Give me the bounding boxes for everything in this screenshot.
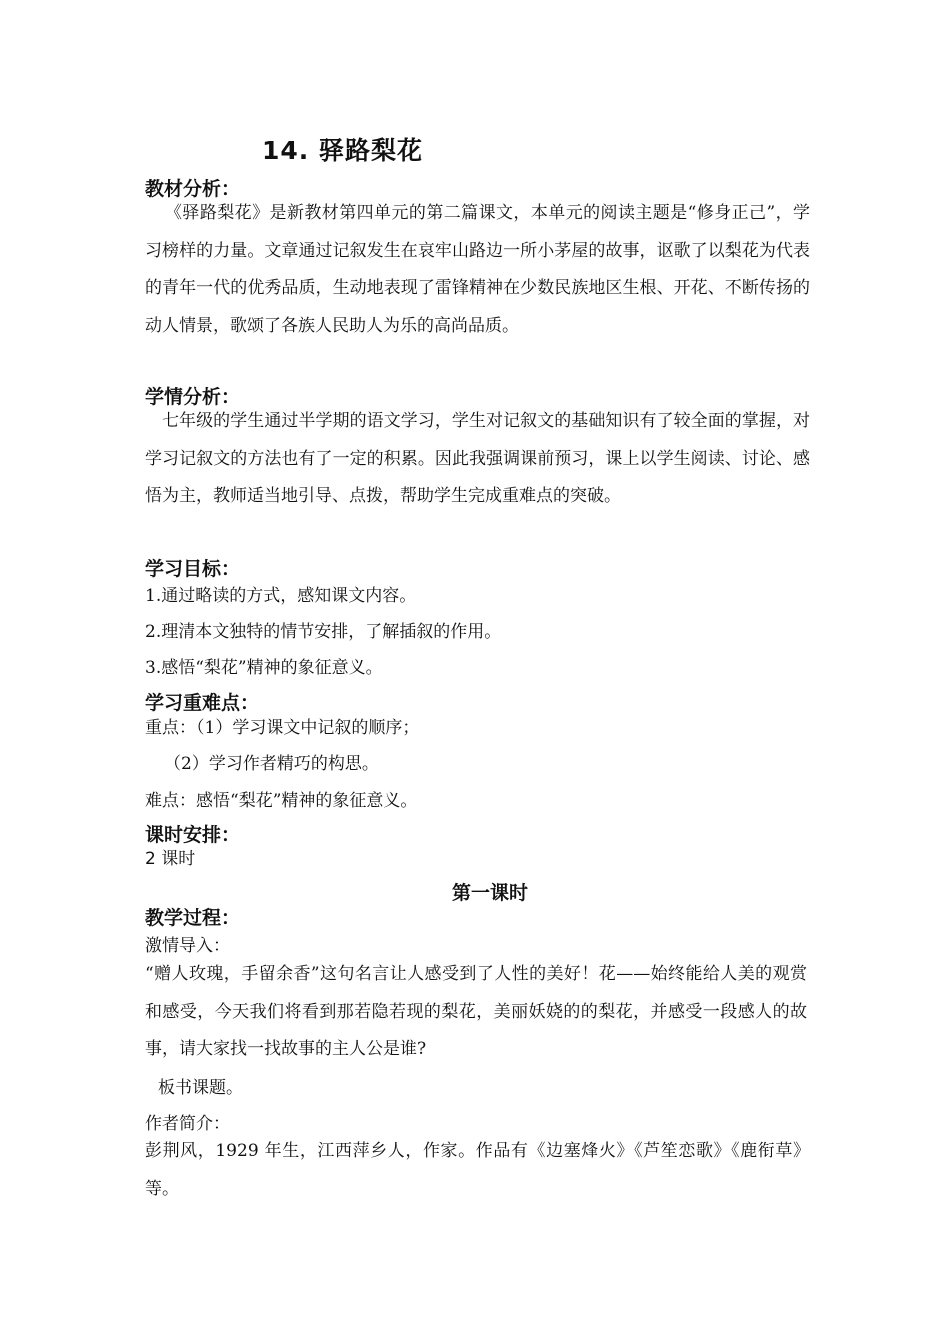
student-paragraph: 七年级的学生通过半学期的语文学习，学生对记叙文的基础知识有了较全面的掌握，对学习记叙文的方法也有了一定的积累。因此我强调课前预习，课上以学生阅读、讨论、感悟为主，教师适当地引导、点拨，帮助学生完成重难点的突破。	[145, 411, 810, 506]
intro-paragraph: “赠人玫瑰，手留余香”这句名言让人感受到了人性的美好！花——始终能给人美的观赏和感受，今天我们将看到那若隐若现的梨花，美丽妖娆的的梨花，并感受一段感人的故事，请大家找一找故事的主人公是谁?	[145, 964, 807, 1059]
author-paragraph: 彭荆风，1929 年生，江西萍乡人，作家。作品有《边塞烽火》《芦笙恋歌》《鹿衔草》等。	[145, 1141, 810, 1199]
difficult-point: 难点：感悟“梨花”精神的象征意义。	[145, 791, 418, 811]
lesson-heading: 第一课时	[451, 882, 528, 904]
analysis-heading: 教材分析：	[145, 178, 241, 200]
goal-item-3: 3.感悟“梨花”精神的象征意义。	[145, 658, 383, 678]
goal-item-2: 2.理清本文独特的情节安排，了解插叙的作用。	[145, 622, 502, 642]
intro-label: 激情导入：	[145, 936, 230, 956]
key-point-2: （2）学习作者精巧的构思。	[164, 754, 379, 774]
schedule-heading: 课时安排：	[145, 824, 241, 846]
page-title: 14. 驿路梨花	[262, 136, 423, 165]
student-heading: 学情分析：	[145, 386, 241, 408]
author-label: 作者简介：	[145, 1114, 230, 1134]
key-heading: 学习重难点：	[145, 692, 260, 714]
goals-heading: 学习目标：	[145, 558, 241, 580]
goal-item-1: 1.通过略读的方式，感知课文内容。	[145, 586, 417, 606]
schedule-text: 2 课时	[145, 849, 196, 869]
process-heading: 教学过程：	[145, 907, 241, 929]
board-text: 板书课题。	[158, 1078, 243, 1098]
analysis-paragraph: 《驿路梨花》是新教材第四单元的第二篇课文，本单元的阅读主题是“修身正己”，学习榜样的力量。文章通过记叙发生在哀牢山路边一所小茅屋的故事，讴歌了以梨花为代表的青年一代的优秀品质，生动地表现了雷锋精神在少数民族地区生根、开花、不断传扬的动人情景，歌颂了各族人民助人为乐的高尚品质。	[145, 203, 810, 336]
key-point-1: 重点：（1）学习课文中记叙的顺序；	[145, 718, 420, 738]
